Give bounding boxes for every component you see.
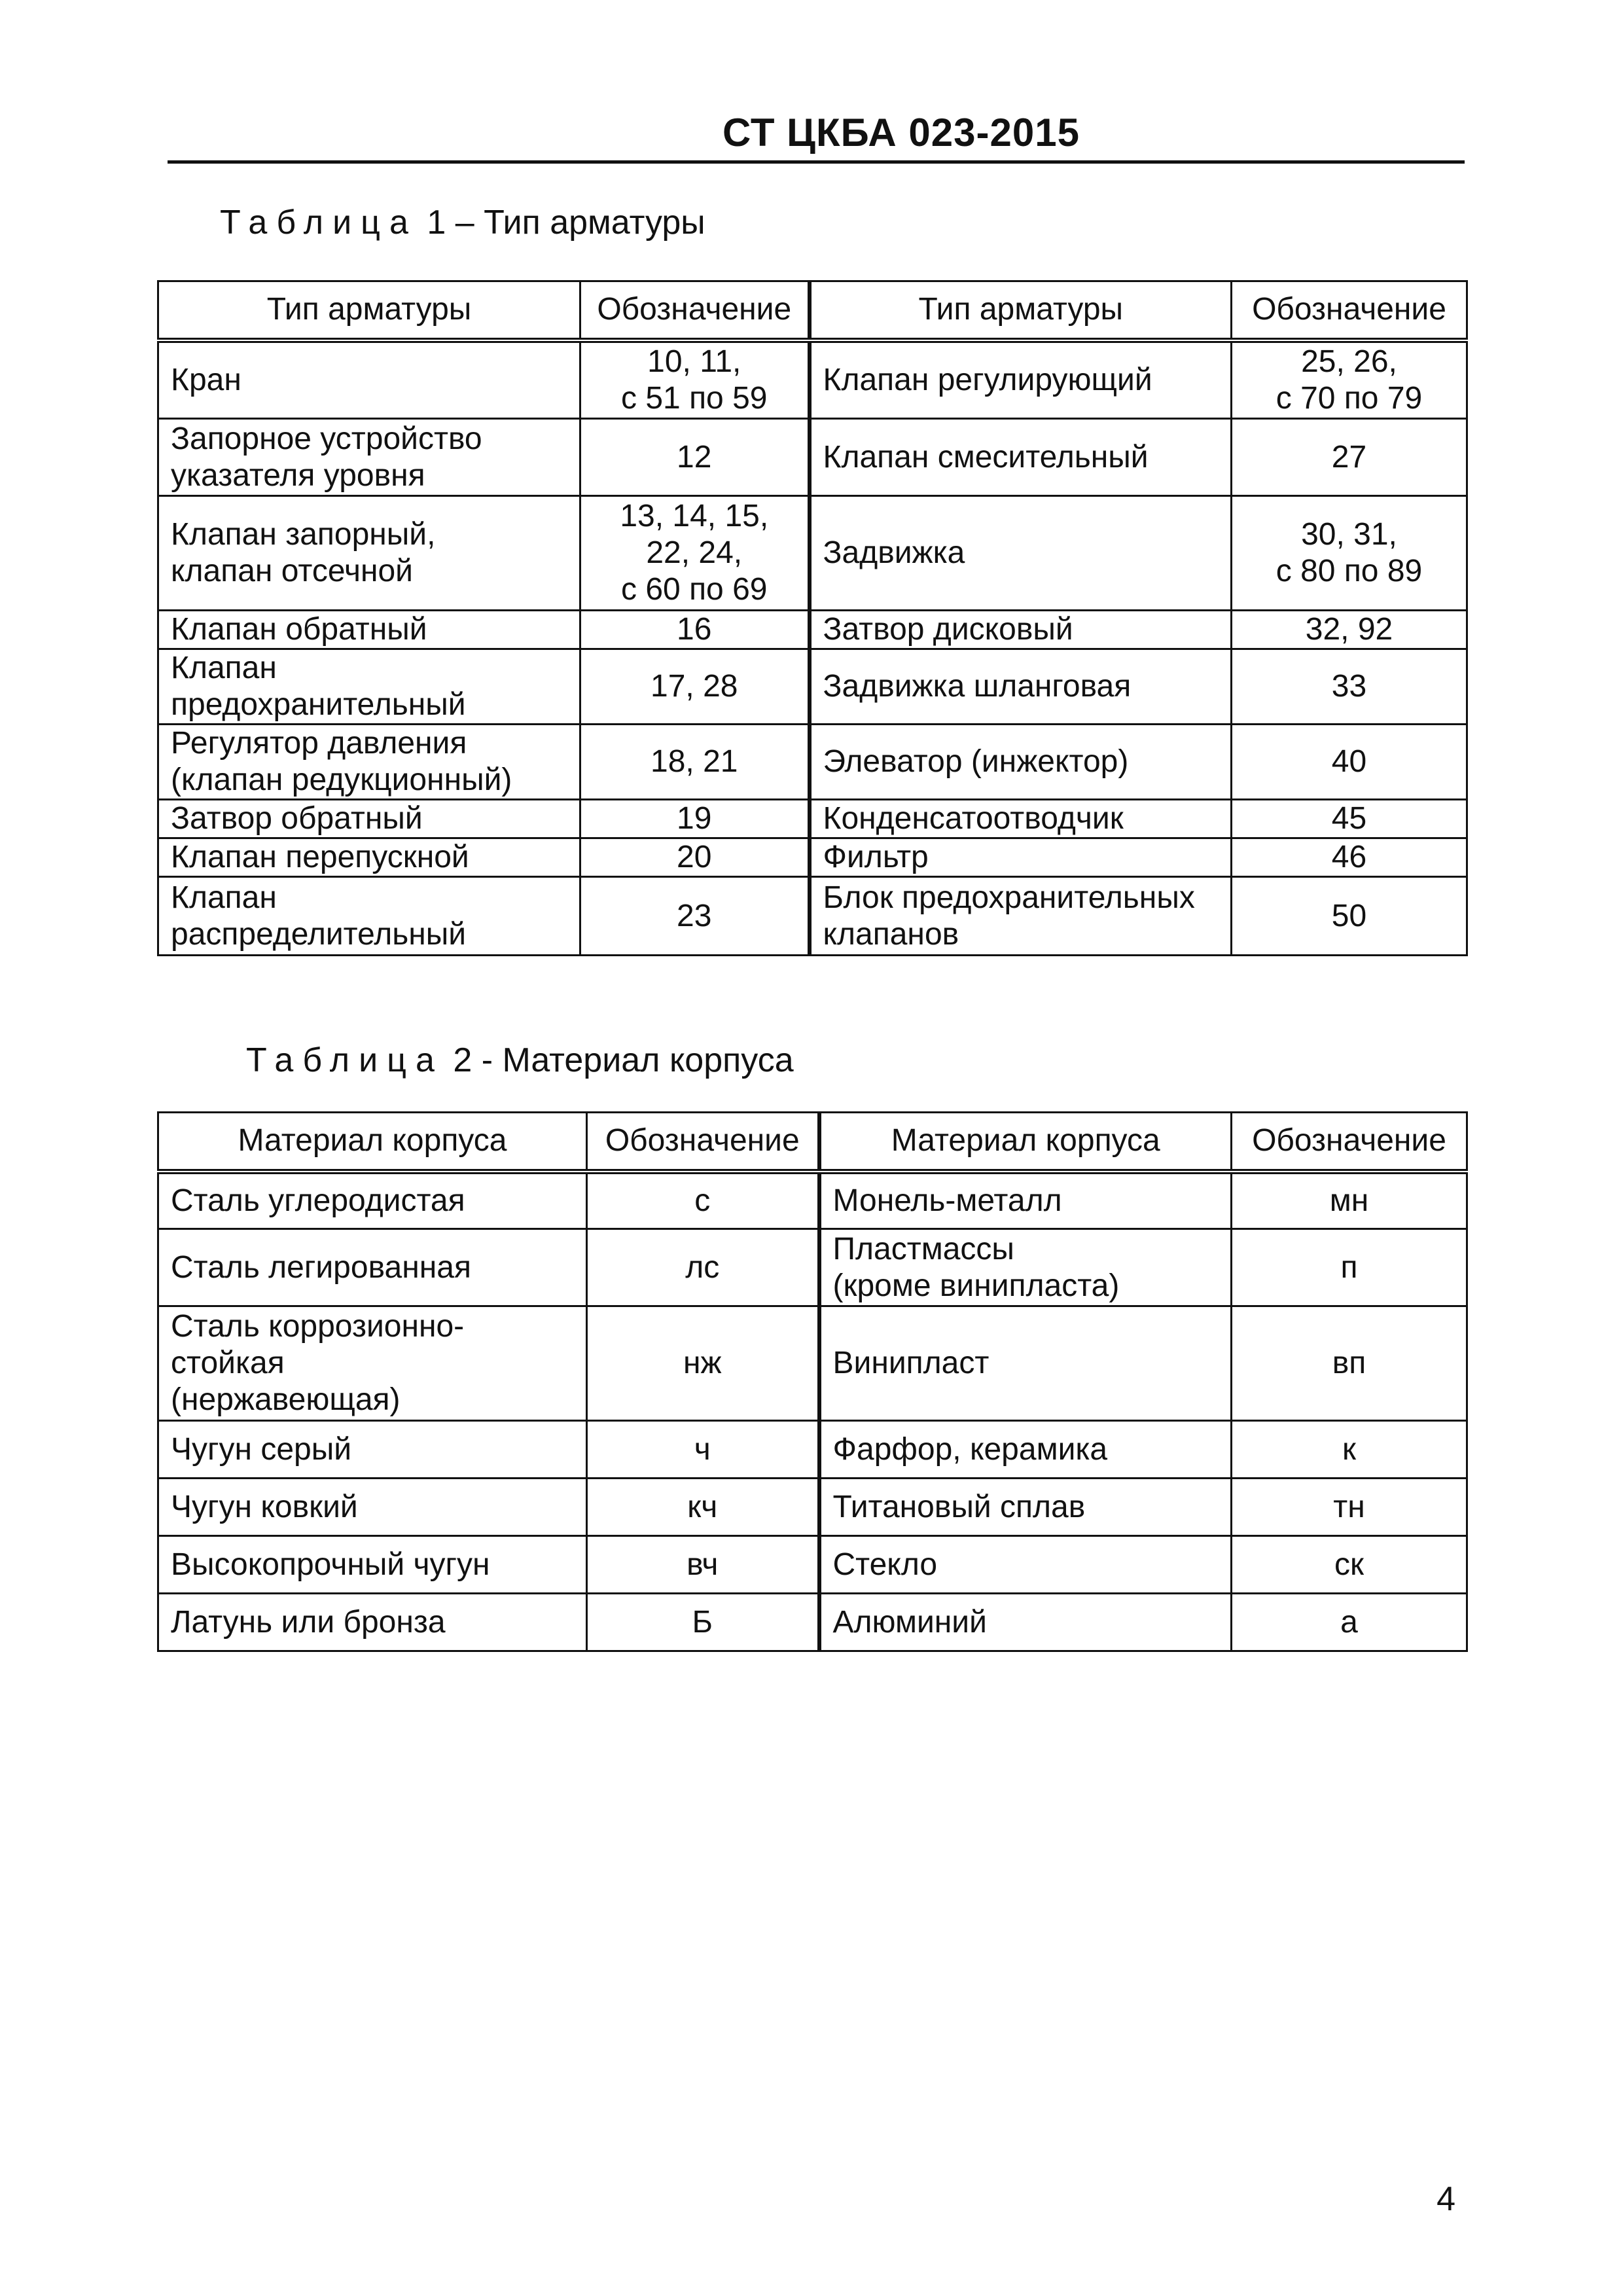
table1-cell-valve-type xyxy=(810,725,1232,800)
table1-cell-code xyxy=(1232,838,1467,877)
table1-row xyxy=(158,419,1467,496)
table1-valve-types xyxy=(157,280,1468,956)
table2-row xyxy=(158,1594,1467,1651)
table1-cell-text: Клапан обратный xyxy=(171,612,427,647)
table1-cell-text: 46 xyxy=(1331,840,1367,874)
table2-cell-text: Титановый сплав xyxy=(832,1489,1086,1524)
table1-cell-code xyxy=(580,340,810,419)
table1-row xyxy=(158,496,1467,611)
table2-cell-text: Б xyxy=(692,1604,713,1640)
table1-cell-text: Регулятор давления (клапан редукционный) xyxy=(171,726,512,797)
table1-cell-text: 40 xyxy=(1331,744,1367,779)
table2-cell-text: Пластмассы (кроме винипласта) xyxy=(832,1231,1120,1303)
table1-cell-code xyxy=(1232,611,1467,649)
table1-cell-text: Блок предохранительных клапанов xyxy=(823,880,1195,952)
table1-cell-text: 13, 14, 15, 22, 24, с 60 по 69 xyxy=(620,499,769,607)
table2-cell-text: ч xyxy=(694,1431,711,1467)
table1-cell-code xyxy=(1232,496,1467,611)
table1-cell-text: Затвор дисковый xyxy=(823,612,1073,647)
table1-header-type-1: Тип арматуры xyxy=(158,281,580,340)
table2-cell-material xyxy=(819,1172,1232,1229)
table2-cell-text: Винипласт xyxy=(832,1346,990,1380)
table1-row xyxy=(158,340,1467,419)
table2-cell-material xyxy=(819,1306,1232,1421)
table1-cell-text: 12 xyxy=(677,439,712,475)
table1-cell-code xyxy=(580,725,810,800)
table1-cell-text: 45 xyxy=(1331,801,1367,836)
table1-cell-code xyxy=(1232,649,1467,725)
document-header xyxy=(168,105,1465,164)
table1-cell-code xyxy=(1232,877,1467,956)
table1-row xyxy=(158,877,1467,956)
table1-cell-code xyxy=(580,838,810,877)
table1-caption-word: Таблица xyxy=(220,204,418,242)
table1-cell-text: 18, 21 xyxy=(651,744,738,779)
table2-cell-material xyxy=(158,1172,587,1229)
table2-cell-text: с xyxy=(694,1183,711,1218)
table1-cell-valve-type xyxy=(810,611,1232,649)
table2-cell-text: Чугун ковкий xyxy=(171,1489,358,1524)
table1-cell-text: Конденсатоотводчик xyxy=(823,801,1124,836)
table1-cell-code xyxy=(580,649,810,725)
table1-cell-valve-type xyxy=(158,725,580,800)
table2-caption-text: 2 - Материал корпуса xyxy=(443,1041,794,1079)
table2-cell-code xyxy=(587,1536,819,1594)
table2-caption-word: Таблица xyxy=(246,1041,444,1079)
table2-cell-text: Сталь углеродистая xyxy=(171,1183,465,1218)
table1-cell-code xyxy=(1232,725,1467,800)
table2-cell-material xyxy=(158,1594,587,1651)
table1-cell-text: 17, 28 xyxy=(651,669,738,704)
table2-cell-text: ск xyxy=(1334,1547,1364,1582)
table2-cell-text: а xyxy=(1340,1604,1358,1640)
table1-cell-text: Клапан перепускной xyxy=(171,840,469,874)
table1-cell-text: 20 xyxy=(677,840,712,874)
table1-cell-text: Затвор обратный xyxy=(171,801,423,836)
table2-cell-text: Высокопрочный чугун xyxy=(171,1547,490,1582)
table1-cell-code xyxy=(580,496,810,611)
table2-cell-text: кч xyxy=(687,1489,718,1524)
table2-cell-code xyxy=(587,1306,819,1421)
table1-cell-text: 27 xyxy=(1331,439,1367,475)
table2-header-code-1: Обозначение xyxy=(587,1113,819,1172)
table2-cell-code xyxy=(587,1421,819,1479)
table2-cell-material xyxy=(158,1229,587,1306)
table2-cell-text: Сталь коррозионно- стойкая (нержавеющая) xyxy=(171,1309,465,1417)
table1-cell-text: 10, 11, с 51 по 59 xyxy=(621,344,768,416)
table2-cell-text: Стекло xyxy=(832,1547,938,1582)
table2-cell-text: Алюминий xyxy=(832,1604,987,1640)
table1-row xyxy=(158,725,1467,800)
table2-header-material-1: Материал корпуса xyxy=(158,1113,587,1172)
table2-cell-text: Чугун серый xyxy=(171,1431,352,1467)
table1-cell-text: Клапан предохранительный xyxy=(171,651,466,722)
table2-cell-text: п xyxy=(1340,1249,1358,1285)
table1-cell-text: Клапан смесительный xyxy=(823,439,1149,475)
table1-cell-code xyxy=(1232,340,1467,419)
table2-cell-code xyxy=(1232,1421,1467,1479)
table1-cell-valve-type xyxy=(810,800,1232,838)
table1-cell-code xyxy=(1232,419,1467,496)
table2-cell-code xyxy=(587,1172,819,1229)
table1-cell-text: 19 xyxy=(677,801,712,836)
table1-cell-text: Элеватор (инжектор) xyxy=(823,744,1129,779)
table1-cell-text: Задвижка шланговая xyxy=(823,669,1132,704)
table2-cell-text: мн xyxy=(1329,1183,1369,1218)
table1-row xyxy=(158,611,1467,649)
table2-row xyxy=(158,1536,1467,1594)
table1-cell-text: Клапан запорный, клапан отсечной xyxy=(171,517,436,588)
table2-cell-text: к xyxy=(1342,1431,1356,1467)
table2-cell-text: Сталь легированная xyxy=(171,1249,471,1285)
table1-cell-text: 50 xyxy=(1331,898,1367,933)
table1-row xyxy=(158,838,1467,877)
table2-cell-code xyxy=(1232,1306,1467,1421)
table2-cell-text: Латунь или бронза xyxy=(171,1604,446,1640)
table1-cell-text: Кран xyxy=(171,362,241,397)
table2-row xyxy=(158,1306,1467,1421)
table2-cell-material xyxy=(819,1594,1232,1651)
table2-header-code-2: Обозначение xyxy=(1232,1113,1467,1172)
table1-header-row xyxy=(158,281,1467,340)
table1-cell-text: Запорное устройство указателя уровня xyxy=(171,421,482,493)
table1-cell-text: 30, 31, с 80 по 89 xyxy=(1275,517,1423,588)
table2-row xyxy=(158,1172,1467,1229)
table1-cell-valve-type xyxy=(158,611,580,649)
table2-cell-code xyxy=(587,1229,819,1306)
table2-cell-code xyxy=(587,1479,819,1536)
table1-cell-valve-type xyxy=(158,340,580,419)
table1-cell-text: Задвижка xyxy=(823,535,965,570)
table1-cell-text: Фильтр xyxy=(823,840,929,874)
table1-cell-valve-type xyxy=(810,838,1232,877)
table1-cell-code xyxy=(580,800,810,838)
table1-cell-valve-type xyxy=(158,877,580,956)
table1-caption xyxy=(220,203,705,242)
table2-cell-material xyxy=(158,1479,587,1536)
table2-row xyxy=(158,1229,1467,1306)
table1-header-type-2: Тип арматуры xyxy=(810,281,1232,340)
table1-cell-valve-type xyxy=(810,419,1232,496)
table1-cell-text: 25, 26, с 70 по 79 xyxy=(1275,344,1423,416)
page-number: 4 xyxy=(1436,2180,1455,2218)
table2-cell-material xyxy=(819,1229,1232,1306)
document-id: СТ ЦКБА 023-2015 xyxy=(722,111,1080,154)
table1-cell-text: 32, 92 xyxy=(1305,612,1393,647)
table1-header-code-1: Обозначение xyxy=(580,281,810,340)
table2-cell-material xyxy=(158,1306,587,1421)
table1-row xyxy=(158,800,1467,838)
table1-cell-valve-type xyxy=(810,340,1232,419)
table2-cell-material xyxy=(819,1536,1232,1594)
table1-cell-valve-type xyxy=(810,496,1232,611)
table2-row xyxy=(158,1479,1467,1536)
table2-cell-code xyxy=(1232,1594,1467,1651)
table1-caption-text: 1 – Тип арматуры xyxy=(417,204,705,242)
table1-cell-valve-type xyxy=(810,649,1232,725)
table2-cell-code xyxy=(1232,1172,1467,1229)
table2-cell-material xyxy=(158,1536,587,1594)
table2-cell-material xyxy=(819,1479,1232,1536)
table1-cell-text: 33 xyxy=(1331,669,1367,704)
table1-cell-valve-type xyxy=(158,419,580,496)
table2-header-material-2: Материал корпуса xyxy=(819,1113,1232,1172)
table2-cell-code xyxy=(1232,1479,1467,1536)
table2-cell-text: вч xyxy=(687,1547,719,1582)
table2-cell-text: тн xyxy=(1333,1489,1365,1524)
table1-cell-valve-type xyxy=(158,649,580,725)
table1-cell-valve-type xyxy=(810,877,1232,956)
table2-cell-material xyxy=(158,1421,587,1479)
table2-row xyxy=(158,1421,1467,1479)
table1-cell-text: Клапан регулирующий xyxy=(823,362,1152,397)
table2-cell-text: лс xyxy=(685,1249,720,1285)
table2-header-row xyxy=(158,1113,1467,1172)
table2-cell-code xyxy=(587,1594,819,1651)
table1-cell-text: Клапан распределительный xyxy=(171,880,467,952)
table1-cell-code xyxy=(580,611,810,649)
table2-cell-code xyxy=(1232,1536,1467,1594)
table2-caption xyxy=(246,1041,794,1080)
table2-cell-material xyxy=(819,1421,1232,1479)
table1-row xyxy=(158,649,1467,725)
table2-cell-text: Фарфор, керамика xyxy=(832,1431,1108,1467)
table2-body-materials xyxy=(157,1111,1468,1652)
table1-cell-valve-type xyxy=(158,838,580,877)
table1-cell-valve-type xyxy=(158,496,580,611)
table1-cell-text: 16 xyxy=(677,612,712,647)
table1-cell-code xyxy=(580,877,810,956)
table1-cell-valve-type xyxy=(158,800,580,838)
table1-cell-text: 23 xyxy=(677,898,712,933)
table1-header-code-2: Обозначение xyxy=(1232,281,1467,340)
table1-cell-code xyxy=(1232,800,1467,838)
table2-cell-text: Монель-металл xyxy=(832,1183,1062,1218)
table1-cell-code xyxy=(580,419,810,496)
table2-cell-text: нж xyxy=(683,1346,722,1380)
table2-cell-text: вп xyxy=(1332,1346,1366,1380)
table2-cell-code xyxy=(1232,1229,1467,1306)
